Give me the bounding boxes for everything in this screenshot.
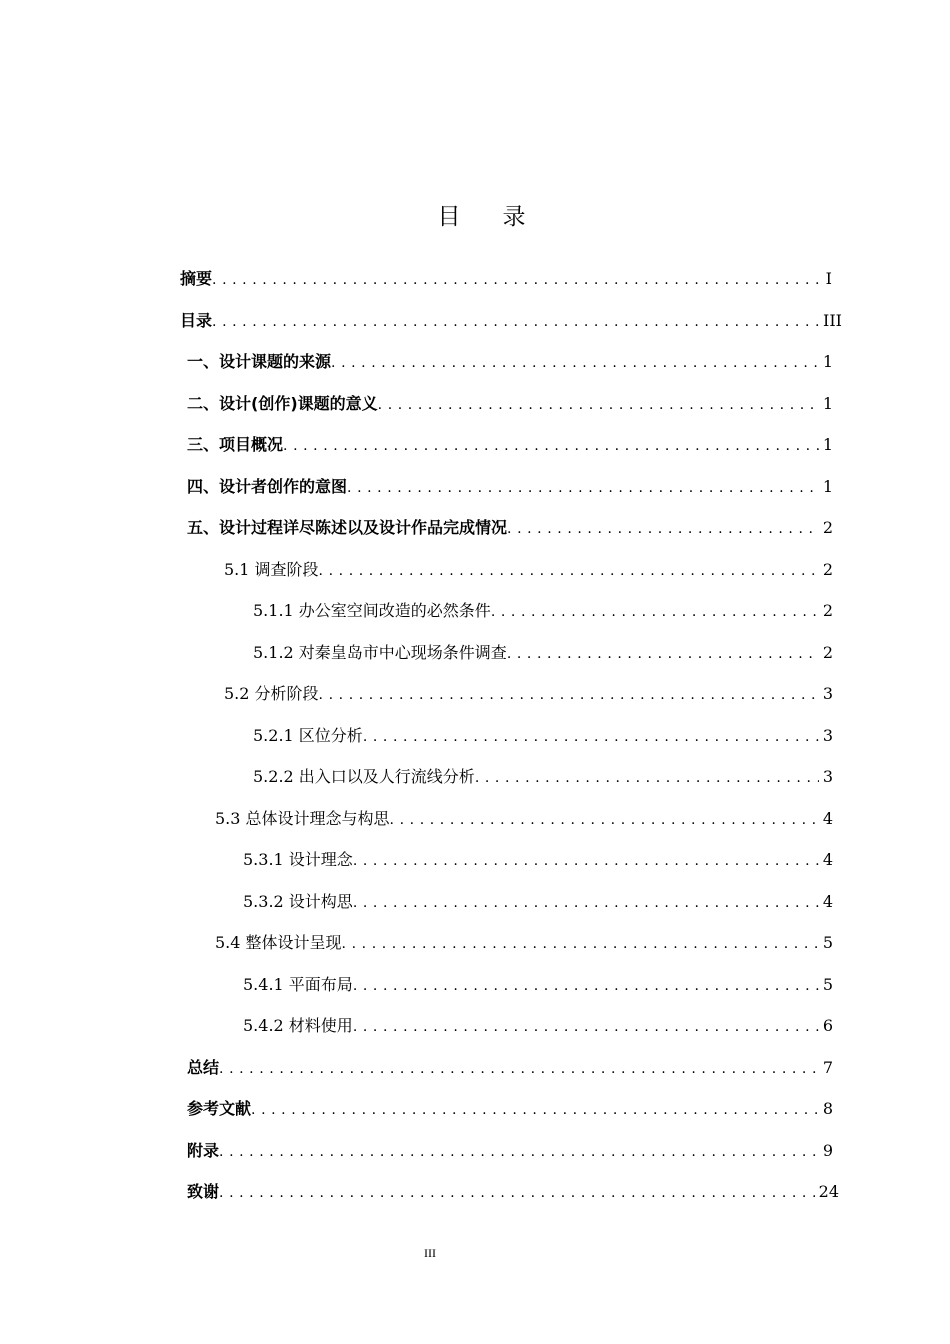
toc-leader-dots <box>353 1012 819 1042</box>
toc-entry-references[interactable] <box>187 1094 833 1124</box>
toc-leader-dots <box>319 556 819 586</box>
toc-entry-page: 2 <box>822 601 833 620</box>
toc-entry-page: 1 <box>822 352 833 371</box>
toc-entry-label: 5.2.2 出入口以及人行流线分析 <box>253 767 475 786</box>
toc-entry-label: 5.4.2 材料使用 <box>243 1016 353 1035</box>
toc-entry-5-2[interactable] <box>224 679 833 709</box>
toc-entry-5-1[interactable] <box>224 555 833 585</box>
toc-leader-dots <box>219 1054 819 1084</box>
toc-leader-dots <box>283 431 819 461</box>
toc-entry-label: 5.1.1 办公室空间改造的必然条件 <box>253 601 491 620</box>
toc-entry-acknowledgement[interactable] <box>187 1177 839 1207</box>
toc-entry-label: 三、项目概况 <box>187 435 284 454</box>
toc-entry-page: 1 <box>822 477 833 496</box>
toc-entry-page: 4 <box>822 892 833 911</box>
toc-leader-dots <box>363 722 819 752</box>
toc-entry-section-3[interactable] <box>187 430 833 460</box>
toc-leader-dots <box>347 473 819 503</box>
toc-entry-label: 摘要 <box>180 269 213 288</box>
toc-entry-label: 总结 <box>187 1058 220 1077</box>
toc-entry-page: 2 <box>822 518 833 537</box>
toc-title: 目录 <box>437 204 568 230</box>
toc-entry-page: 1 <box>822 435 833 454</box>
toc-leader-dots <box>212 265 822 295</box>
page-number-footer: III <box>424 1246 436 1260</box>
toc-entry-page: 3 <box>822 767 833 786</box>
toc-entry-label: 一、设计课题的来源 <box>187 352 332 371</box>
toc-entry-contents[interactable] <box>180 306 842 336</box>
toc-entry-page: 4 <box>822 809 833 828</box>
toc-entry-label: 5.3.2 设计构思 <box>243 892 353 911</box>
toc-entry-page: 3 <box>822 684 833 703</box>
toc-entry-page: 5 <box>822 975 833 994</box>
toc-entry-label: 5.4.1 平面布局 <box>243 975 353 994</box>
toc-entry-label: 五、设计过程详尽陈述以及设计作品完成情况 <box>187 518 508 537</box>
toc-entry-page: I <box>825 269 832 288</box>
toc-entry-label: 二、设计(创作)课题的意义 <box>187 394 378 413</box>
toc-entry-5-1-2[interactable] <box>253 638 833 668</box>
toc-entry-page: 1 <box>822 394 833 413</box>
toc-entry-section-4[interactable] <box>187 472 833 502</box>
toc-leader-dots <box>342 929 819 959</box>
toc-entry-page: 2 <box>822 560 833 579</box>
toc-entry-5-4[interactable] <box>215 928 833 958</box>
toc-entry-page: 2 <box>822 643 833 662</box>
toc-leader-dots <box>390 805 819 835</box>
toc-entry-page: 4 <box>822 850 833 869</box>
toc-leader-dots <box>251 1095 819 1125</box>
toc-entry-page: 9 <box>822 1141 833 1160</box>
toc-leader-dots <box>319 680 819 710</box>
toc-entry-abstract[interactable] <box>180 264 832 294</box>
toc-entry-label: 致谢 <box>187 1182 220 1201</box>
toc-entry-label: 附录 <box>187 1141 220 1160</box>
toc-entry-section-2[interactable] <box>187 389 833 419</box>
toc-entry-5-2-1[interactable] <box>253 721 833 751</box>
toc-leader-dots <box>378 390 819 420</box>
toc-entry-label: 5.1.2 对秦皇岛市中心现场条件调查 <box>253 643 507 662</box>
toc-leader-dots <box>353 888 819 918</box>
toc-entry-page: 24 <box>818 1182 839 1201</box>
toc-entry-label: 参考文献 <box>187 1099 252 1118</box>
toc-leader-dots <box>331 348 819 378</box>
toc-entry-5-4-1[interactable] <box>243 970 833 1000</box>
toc-leader-dots <box>219 1178 815 1208</box>
toc-entry-5-4-2[interactable] <box>243 1011 833 1041</box>
toc-entry-5-3[interactable] <box>215 804 833 834</box>
toc-leader-dots <box>507 514 819 544</box>
toc-entry-label: 5.1 调查阶段 <box>224 560 319 579</box>
toc-entry-5-3-2[interactable] <box>243 887 833 917</box>
toc-entry-label: 5.4 整体设计呈现 <box>215 933 342 952</box>
toc-entry-5-2-2[interactable] <box>253 762 833 792</box>
toc-entry-label: 目录 <box>180 311 213 330</box>
toc-entry-summary[interactable] <box>187 1053 833 1083</box>
toc-entry-page: 6 <box>822 1016 833 1035</box>
toc-entry-section-1[interactable] <box>187 347 833 377</box>
toc-leader-dots <box>353 971 819 1001</box>
toc-entry-page: 8 <box>822 1099 833 1118</box>
toc-entry-label: 5.3.1 设计理念 <box>243 850 353 869</box>
toc-entry-label: 5.2.1 区位分析 <box>253 726 363 745</box>
toc-entry-appendix[interactable] <box>187 1136 833 1166</box>
toc-entry-page: 5 <box>822 933 833 952</box>
toc-entry-5-1-1[interactable] <box>253 596 833 626</box>
toc-leader-dots <box>219 1137 819 1167</box>
toc-leader-dots <box>212 307 819 337</box>
toc-leader-dots <box>491 597 819 627</box>
toc-entry-5-3-1[interactable] <box>243 845 833 875</box>
toc-entry-page: 3 <box>822 726 833 745</box>
toc-entry-label: 5.2 分析阶段 <box>224 684 319 703</box>
toc-leader-dots <box>507 639 819 669</box>
toc-leader-dots <box>475 763 819 793</box>
toc-entry-label: 四、设计者创作的意图 <box>187 477 348 496</box>
toc-entry-page: 7 <box>822 1058 833 1077</box>
toc-entry-section-5[interactable] <box>187 513 833 543</box>
toc-entry-page: III <box>823 311 842 330</box>
toc-leader-dots <box>353 846 819 876</box>
toc-entry-label: 5.3 总体设计理念与构思 <box>215 809 390 828</box>
